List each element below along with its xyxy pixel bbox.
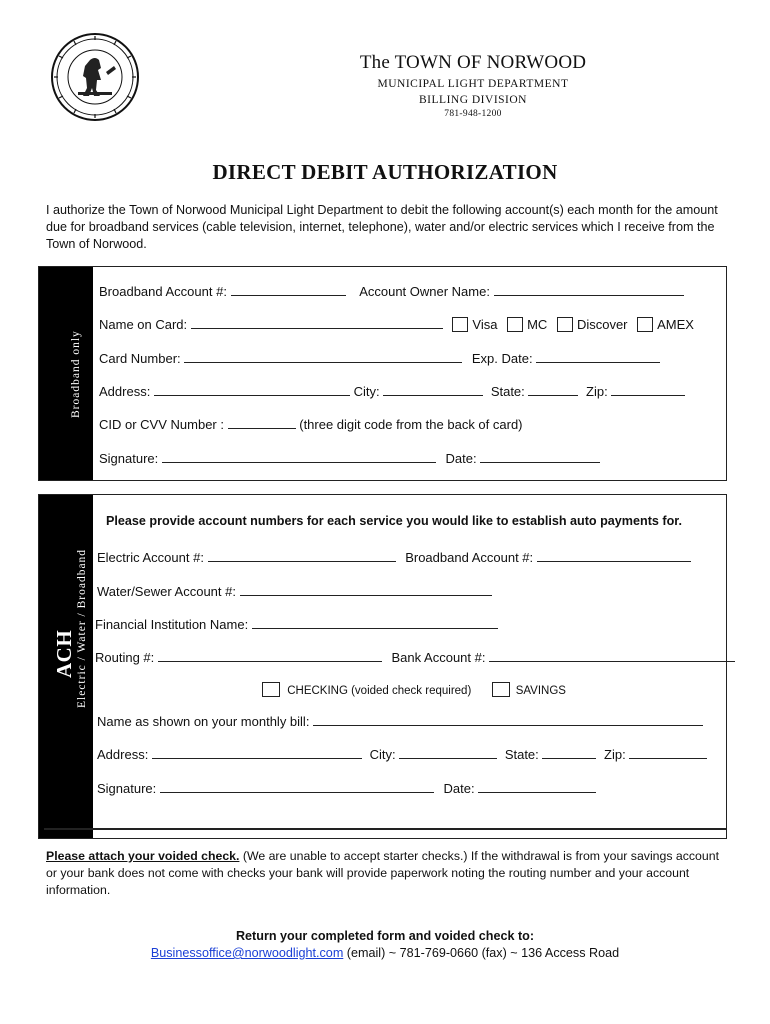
cc-state-label: State: xyxy=(490,384,525,399)
voided-check-note xyxy=(46,848,726,899)
exp-date-field[interactable] xyxy=(536,351,660,363)
ach-row-6 xyxy=(97,747,707,762)
exp-date-label: Exp. Date: xyxy=(471,351,533,366)
savings-label: SAVINGS xyxy=(515,685,566,697)
ach-band-title: ACH xyxy=(52,629,76,678)
cc-row-5 xyxy=(99,417,523,432)
ach-row-1 xyxy=(97,550,691,565)
cid-field[interactable] xyxy=(228,417,296,429)
electric-account-field[interactable] xyxy=(208,550,396,562)
cc-date-label: Date: xyxy=(445,451,477,466)
ach-instruction: Please provide account numbers for each service you would like to establish auto payments for. xyxy=(106,514,682,528)
cc-city-label: City: xyxy=(353,384,380,399)
ach-date-field[interactable] xyxy=(478,781,596,793)
cc-address-label: Address: xyxy=(99,384,151,399)
amex-label: AMEX xyxy=(657,317,694,332)
authorization-paragraph: I authorize the Town of Norwood Municipal Light Department to debit the following account(s) each month for the amount due for broadband services (cable television, internet, telephone), water and/or electric services which I receive from the Town of Norwood. xyxy=(46,203,718,251)
ach-broadband-account-label: Broadband Account #: xyxy=(405,550,534,565)
mc-checkbox[interactable] xyxy=(507,317,523,332)
cc-row-4 xyxy=(99,384,685,399)
routing-field[interactable] xyxy=(158,650,382,662)
bank-account-field[interactable] xyxy=(489,650,735,662)
ach-zip-label: Zip: xyxy=(604,747,626,762)
return-contact-line xyxy=(0,946,770,960)
ach-broadband-account-field[interactable] xyxy=(537,550,691,562)
section-divider xyxy=(44,828,726,830)
cc-row-6 xyxy=(99,451,600,466)
voided-check-text: (We are unable to accept starter checks.) If the withdrawal is from your savings account or your bank does not come with checks your bank will provide paperwork noting the routing number and your account information. xyxy=(46,849,719,897)
electric-account-label: Electric Account #: xyxy=(97,550,204,565)
name-on-bill-field[interactable] xyxy=(313,714,703,726)
discover-label: Discover xyxy=(576,317,628,332)
ach-zip-field[interactable] xyxy=(629,747,707,759)
document-title: DIRECT DEBIT AUTHORIZATION xyxy=(212,160,558,184)
cid-note: (three digit code from the back of card) xyxy=(299,417,523,432)
ach-row-4 xyxy=(95,650,735,665)
card-number-field[interactable] xyxy=(184,351,462,363)
cc-signature-field[interactable] xyxy=(162,451,436,463)
visa-label: Visa xyxy=(472,317,498,332)
cc-signature-label: Signature: xyxy=(99,451,159,466)
ach-address-label: Address: xyxy=(97,747,149,762)
ach-row-5 xyxy=(97,714,703,729)
credit-card-band xyxy=(39,267,93,480)
account-type-row xyxy=(256,682,566,697)
email-link[interactable]: Businessoffice@norwoodlight.com xyxy=(150,946,344,960)
card-number-label: Card Number: xyxy=(99,351,181,366)
credit-card-band-title: CREDIT CARD xyxy=(14,285,38,438)
ach-city-label: City: xyxy=(369,747,396,762)
town-name: The TOWN OF NORWOOD xyxy=(359,52,587,73)
routing-label: Routing #: xyxy=(95,650,155,665)
ach-row-7 xyxy=(97,781,596,796)
ach-signature-label: Signature: xyxy=(97,781,157,796)
cc-state-field[interactable] xyxy=(528,384,578,396)
ach-date-label: Date: xyxy=(443,781,475,796)
checking-label: CHECKING (voided check required) xyxy=(287,685,472,697)
ach-row-2 xyxy=(97,584,492,599)
cc-zip-field[interactable] xyxy=(611,384,685,396)
cc-date-field[interactable] xyxy=(480,451,600,463)
mc-label: MC xyxy=(527,317,548,332)
return-instructions-title: Return your completed form and voided check to: xyxy=(235,929,535,943)
credit-card-band-subtitle: Broadband only xyxy=(70,330,82,418)
voided-check-emphasis: Please attach your voided check. xyxy=(46,849,240,863)
name-on-card-label: Name on Card: xyxy=(99,317,188,332)
bank-account-label: Bank Account #: xyxy=(391,650,486,665)
ach-state-field[interactable] xyxy=(542,747,596,759)
cc-zip-label: Zip: xyxy=(586,384,608,399)
water-account-field[interactable] xyxy=(240,584,492,596)
ach-city-field[interactable] xyxy=(399,747,497,759)
discover-checkbox[interactable] xyxy=(557,317,573,332)
broadband-account-label: Broadband Account #: xyxy=(99,284,227,299)
water-account-label: Water/Sewer Account #: xyxy=(97,584,236,599)
cc-city-field[interactable] xyxy=(383,384,483,396)
name-on-card-field[interactable] xyxy=(191,317,443,329)
financial-institution-label: Financial Institution Name: xyxy=(95,617,249,632)
account-owner-label: Account Owner Name: xyxy=(359,284,490,299)
ach-row-3 xyxy=(95,617,498,632)
name-on-bill-label: Name as shown on your monthly bill: xyxy=(97,714,310,729)
ach-signature-field[interactable] xyxy=(160,781,434,793)
cid-label: CID or CVV Number : xyxy=(99,417,224,432)
cc-row-2 xyxy=(99,317,694,332)
account-owner-field[interactable] xyxy=(494,284,684,296)
contact-details: (email) ~ 781-769-0660 (fax) ~ 136 Access Road xyxy=(343,946,620,960)
ach-band-subtitle: Electric / Water / Broadband xyxy=(76,548,88,708)
visa-checkbox[interactable] xyxy=(452,317,468,332)
department-name: MUNICIPAL LIGHT DEPARTMENT xyxy=(377,78,569,90)
cc-row-3 xyxy=(99,351,660,366)
broadband-account-field[interactable] xyxy=(231,284,346,296)
ach-state-label: State: xyxy=(504,747,539,762)
ach-address-field[interactable] xyxy=(152,747,362,759)
savings-checkbox[interactable] xyxy=(492,682,510,697)
town-seal xyxy=(50,32,140,122)
cc-row-1 xyxy=(99,284,684,299)
division-name: BILLING DIVISION xyxy=(419,94,527,106)
amex-checkbox[interactable] xyxy=(637,317,653,332)
cc-address-field[interactable] xyxy=(154,384,350,396)
financial-institution-field[interactable] xyxy=(252,617,498,629)
phone-number: 781-948-1200 xyxy=(444,109,502,119)
checking-checkbox[interactable] xyxy=(262,682,280,697)
